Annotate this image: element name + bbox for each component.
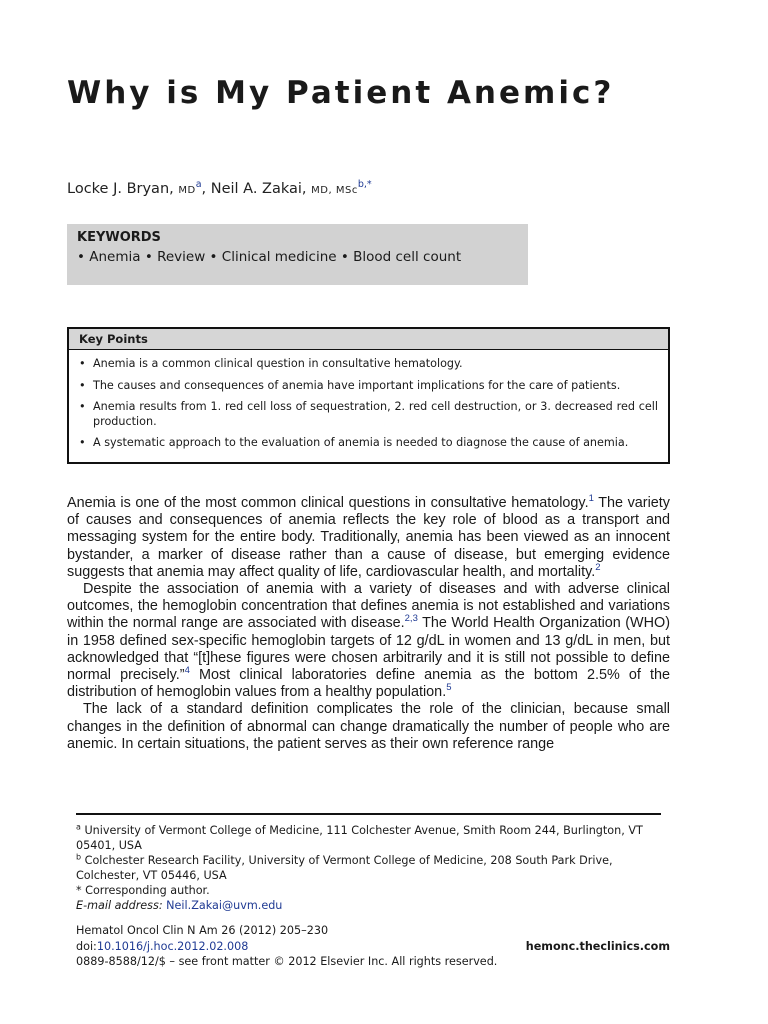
bullet-icon: • <box>79 436 86 449</box>
affiliation-marker[interactable]: a <box>195 179 202 190</box>
author-degree: MD, MSc <box>311 184 358 196</box>
bullet-icon: • <box>79 357 86 370</box>
email-link[interactable]: Neil.Zakai@uvm.edu <box>166 899 283 912</box>
citation-block <box>76 923 670 970</box>
journal-citation: Hematol Oncol Clin N Am 26 (2012) 205–230 <box>76 924 329 937</box>
key-point-item <box>79 379 658 394</box>
reference-link[interactable]: 2 <box>595 562 601 574</box>
paragraph-text: Most clinical laboratories define anemia as the bottom 2.5% of the distribution of hemoglobin values from a healthy population. <box>67 667 670 701</box>
key-points-list <box>69 350 668 451</box>
paragraph-text: Anemia is one of the most common clinical questions in consultative hematology. <box>67 495 589 511</box>
footnotes <box>76 823 676 913</box>
keywords-heading: KEYWORDS <box>77 230 161 245</box>
reference-link[interactable]: 4 <box>184 665 190 677</box>
key-point-item <box>79 436 658 451</box>
email-line <box>76 898 676 913</box>
author-line <box>67 179 372 197</box>
footnote-text: University of Vermont College of Medicine, 111 Colchester Avenue, Smith Room 244, Burlington, VT 05401, USA <box>76 824 643 852</box>
reference-link[interactable]: 5 <box>446 682 452 694</box>
body-text <box>67 495 670 753</box>
doi-label: doi: <box>76 939 97 953</box>
paragraph-text: The variety of causes and consequences of anemia reflects the key role of blood as a transport and messaging system for the entire body. Traditionally, anemia has been viewed as an innocent bystander, a marker of disease rather than a cause of disease, but emerging evidence suggests that anemia may affect quality of life, cardiovascular health, and mortality. <box>67 495 670 580</box>
author-name: Neil A. Zakai, <box>210 180 307 197</box>
reference-link[interactable]: 1 <box>588 493 594 505</box>
key-point-text: Anemia is a common clinical question in consultative hematology. <box>93 357 463 370</box>
footnote-divider <box>76 813 661 815</box>
key-point-text: The causes and consequences of anemia have important implications for the care of patients. <box>93 378 621 392</box>
footnote-marker: b <box>76 852 82 862</box>
email-label: E-mail address: <box>76 899 163 912</box>
key-point-item <box>79 400 658 429</box>
key-points-heading: Key Points <box>69 329 668 350</box>
key-point-item <box>79 357 658 372</box>
body-paragraph <box>67 495 670 581</box>
key-point-text: A systematic approach to the evaluation of anemia is needed to diagnose the cause of anemia. <box>93 436 629 449</box>
reference-link[interactable]: 2,3 <box>404 613 418 625</box>
paragraph-text: The World Health Organization (WHO) in 1958 defined sex-specific hemoglobin targets of 12 g/dL in women and 13 g/dL in men, but acknowledged that “[t]hese figures were chosen arbitrarily and it is still not possible to define normal precisely.” <box>67 615 670 684</box>
bullet-icon: • <box>79 378 86 392</box>
author-degree: MD <box>178 184 196 196</box>
paragraph-text: The lack of a standard definition complicates the role of the clinician, because small changes in the definition of abnormal can change dramatically the number of people who are anemic. In certain situations, the patient serves as their own reference range <box>67 701 670 752</box>
paragraph-text: Despite the association of anemia with a variety of diseases and with adverse clinical outcomes, the hemoglobin concentration that defines anemia is not established and variations within the normal range are associated with disease. <box>67 581 670 632</box>
footnote-marker: a <box>76 822 81 832</box>
author-name: Locke J. Bryan, <box>67 180 174 197</box>
doi-link[interactable]: 10.1016/j.hoc.2012.02.008 <box>96 939 249 953</box>
affiliation-footnote <box>76 853 676 883</box>
corresponding-author-note: * Corresponding author. <box>76 884 210 897</box>
affiliation-marker[interactable]: b,* <box>357 179 372 190</box>
author-separator: , <box>201 180 207 197</box>
keywords-box <box>67 224 528 285</box>
body-paragraph <box>67 701 670 753</box>
doi-line <box>76 939 670 955</box>
key-point-text: Anemia results from 1. red cell loss of sequestration, 2. red cell destruction, or 3. decreased red cell production. <box>93 400 658 428</box>
key-points-box <box>67 327 670 464</box>
journal-website[interactable]: hemonc.theclinics.com <box>525 939 670 953</box>
keywords-list: • Anemia • Review • Clinical medicine • Blood cell count <box>77 249 462 265</box>
bullet-icon: • <box>79 400 86 413</box>
footnote-text: Colchester Research Facility, University of Vermont College of Medicine, 208 South Park Drive, Colchester, VT 05446, USA <box>76 854 613 882</box>
affiliation-footnote <box>76 823 676 853</box>
copyright-line: 0889-8588/12/$ – see front matter © 2012 Elsevier Inc. All rights reserved. <box>76 955 498 968</box>
article-title: Why is My Patient Anemic? <box>67 75 615 111</box>
body-paragraph <box>67 581 670 701</box>
